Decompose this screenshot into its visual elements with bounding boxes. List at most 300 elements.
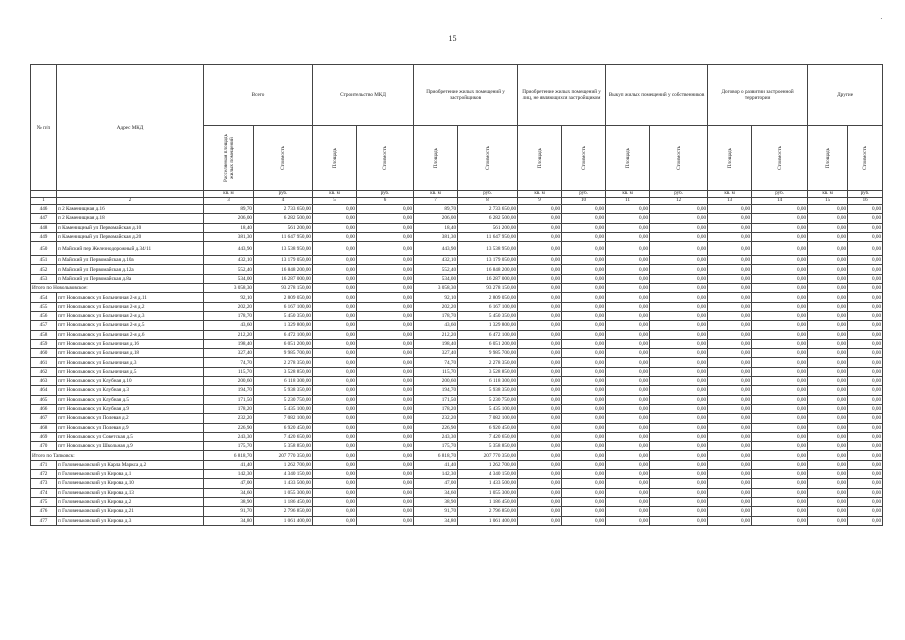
row-number: 469 bbox=[31, 432, 57, 441]
construction-cost: 0,00 bbox=[357, 470, 414, 479]
construction-area: 0,00 bbox=[313, 479, 357, 488]
other-cost: 0,00 bbox=[848, 293, 883, 302]
other-area: 0,00 bbox=[808, 377, 848, 386]
non-developer-area: 0,00 bbox=[518, 223, 562, 232]
header-cost: Стоимость bbox=[484, 146, 491, 170]
construction-cost: 0,00 bbox=[357, 414, 414, 423]
buyout-cost: 0,00 bbox=[650, 349, 708, 358]
construction-cost: 0,00 bbox=[357, 223, 414, 232]
developer-area: 178,70 bbox=[414, 311, 458, 320]
construction-area: 0,00 bbox=[313, 274, 357, 283]
construction-area: 0,00 bbox=[313, 432, 357, 441]
buyout-cost: 0,00 bbox=[650, 451, 708, 460]
buyout-area: 0,00 bbox=[606, 205, 650, 214]
contract-cost: 0,00 bbox=[752, 358, 808, 367]
construction-cost: 0,00 bbox=[357, 423, 414, 432]
total-cost: 2 278 350,00 bbox=[254, 358, 313, 367]
total-area: 243,30 bbox=[204, 432, 254, 441]
total-area: 3 058,30 bbox=[204, 284, 254, 293]
construction-area: 0,00 bbox=[313, 358, 357, 367]
other-cost: 0,00 bbox=[848, 349, 883, 358]
row-address: п Майский ул Первомайская д.8а bbox=[57, 274, 204, 283]
table-row bbox=[31, 507, 883, 516]
developer-cost: 1 329 800,00 bbox=[458, 321, 518, 330]
developer-area: 381,30 bbox=[414, 232, 458, 241]
total-area: 194,70 bbox=[204, 386, 254, 395]
developer-area: 175,70 bbox=[414, 442, 458, 451]
total-cost: 5 450 350,00 bbox=[254, 311, 313, 320]
developer-area: 41,40 bbox=[414, 460, 458, 469]
table-row bbox=[31, 516, 883, 525]
construction-area: 0,00 bbox=[313, 321, 357, 330]
buyout-cost: 0,00 bbox=[650, 302, 708, 311]
non-developer-area: 0,00 bbox=[518, 470, 562, 479]
contract-area: 0,00 bbox=[708, 242, 752, 256]
construction-cost: 0,00 bbox=[357, 339, 414, 348]
buyout-cost: 0,00 bbox=[650, 377, 708, 386]
buyout-cost: 0,00 bbox=[650, 274, 708, 283]
developer-cost: 7 082 100,00 bbox=[458, 414, 518, 423]
other-cost: 0,00 bbox=[848, 242, 883, 256]
other-area: 0,00 bbox=[808, 274, 848, 283]
header-square: Площадь bbox=[536, 147, 543, 169]
table-row bbox=[31, 214, 883, 223]
developer-area: 327,40 bbox=[414, 349, 458, 358]
table-row bbox=[31, 339, 883, 348]
non-developer-area: 0,00 bbox=[518, 321, 562, 330]
developer-cost: 13 538 950,00 bbox=[458, 242, 518, 256]
construction-area: 0,00 bbox=[313, 223, 357, 232]
col-number: 3 bbox=[204, 198, 254, 205]
contract-cost: 0,00 bbox=[752, 349, 808, 358]
buyout-area: 0,00 bbox=[606, 507, 650, 516]
contract-cost: 0,00 bbox=[752, 293, 808, 302]
row-number: 453 bbox=[31, 274, 57, 283]
construction-cost: 0,00 bbox=[357, 442, 414, 451]
total-cost: 6 282 500,00 bbox=[254, 214, 313, 223]
developer-area: 534,00 bbox=[414, 274, 458, 283]
total-cost: 5 358 850,00 bbox=[254, 442, 313, 451]
construction-area: 0,00 bbox=[313, 488, 357, 497]
buyout-area: 0,00 bbox=[606, 321, 650, 330]
construction-area: 0,00 bbox=[313, 349, 357, 358]
other-area: 0,00 bbox=[808, 386, 848, 395]
developer-area: 47,00 bbox=[414, 479, 458, 488]
buyout-area: 0,00 bbox=[606, 330, 650, 339]
buyout-area: 0,00 bbox=[606, 395, 650, 404]
buyout-cost: 0,00 bbox=[650, 423, 708, 432]
row-number: 456 bbox=[31, 311, 57, 320]
other-cost: 0,00 bbox=[848, 339, 883, 348]
construction-cost: 0,00 bbox=[357, 330, 414, 339]
row-number: 465 bbox=[31, 395, 57, 404]
contract-cost: 0,00 bbox=[752, 460, 808, 469]
other-cost: 0,00 bbox=[848, 516, 883, 525]
row-number: 474 bbox=[31, 488, 57, 497]
developer-cost: 5 230 750,00 bbox=[458, 395, 518, 404]
developer-cost: 5 938 350,00 bbox=[458, 386, 518, 395]
construction-cost: 0,00 bbox=[357, 367, 414, 376]
total-area: 171,50 bbox=[204, 395, 254, 404]
contract-cost: 0,00 bbox=[752, 284, 808, 293]
row-number: 472 bbox=[31, 470, 57, 479]
table-row bbox=[31, 367, 883, 376]
units-row bbox=[31, 191, 883, 198]
row-address: пгт Новольвовск ул Больничная д.18 bbox=[57, 349, 204, 358]
row-address: п Головеньковский ул Кирова д.3 bbox=[57, 516, 204, 525]
non-developer-cost: 0,00 bbox=[562, 404, 606, 413]
col-number: 15 bbox=[808, 198, 848, 205]
non-developer-cost: 0,00 bbox=[562, 451, 606, 460]
construction-cost: 0,00 bbox=[357, 377, 414, 386]
table-row bbox=[31, 256, 883, 265]
other-cost: 0,00 bbox=[848, 451, 883, 460]
non-developer-area: 0,00 bbox=[518, 497, 562, 506]
row-address: пгт Новольвовск ул Клубная д.10 bbox=[57, 377, 204, 386]
other-cost: 0,00 bbox=[848, 507, 883, 516]
non-developer-area: 0,00 bbox=[518, 377, 562, 386]
non-developer-cost: 0,00 bbox=[562, 321, 606, 330]
unit-cell: руб. bbox=[357, 191, 414, 198]
total-cost: 9 985 700,00 bbox=[254, 349, 313, 358]
row-number: 459 bbox=[31, 339, 57, 348]
developer-area: 74,70 bbox=[414, 358, 458, 367]
non-developer-area: 0,00 bbox=[518, 451, 562, 460]
total-cost: 6 051 200,00 bbox=[254, 339, 313, 348]
header-cost: Стоимость bbox=[776, 146, 783, 170]
table-row bbox=[31, 377, 883, 386]
non-developer-cost: 0,00 bbox=[562, 395, 606, 404]
developer-cost: 4 340 150,00 bbox=[458, 470, 518, 479]
non-developer-cost: 0,00 bbox=[562, 265, 606, 274]
buyout-area: 0,00 bbox=[606, 479, 650, 488]
total-cost: 13 538 950,00 bbox=[254, 242, 313, 256]
other-cost: 0,00 bbox=[848, 377, 883, 386]
table-row bbox=[31, 442, 883, 451]
non-developer-cost: 0,00 bbox=[562, 349, 606, 358]
subtotal-label: Итого по Новольвовское: bbox=[31, 284, 204, 293]
contract-cost: 0,00 bbox=[752, 256, 808, 265]
unit-cell: руб. bbox=[650, 191, 708, 198]
total-area: 89,70 bbox=[204, 205, 254, 214]
non-developer-area: 0,00 bbox=[518, 442, 562, 451]
buyout-cost: 0,00 bbox=[650, 232, 708, 241]
developer-cost: 11 647 950,00 bbox=[458, 232, 518, 241]
buyout-area: 0,00 bbox=[606, 311, 650, 320]
total-area: 142,30 bbox=[204, 470, 254, 479]
contract-area: 0,00 bbox=[708, 423, 752, 432]
construction-cost: 0,00 bbox=[357, 302, 414, 311]
buyout-area: 0,00 bbox=[606, 451, 650, 460]
total-area: 198,40 bbox=[204, 339, 254, 348]
non-developer-cost: 0,00 bbox=[562, 367, 606, 376]
contract-area: 0,00 bbox=[708, 349, 752, 358]
row-number: 467 bbox=[31, 414, 57, 423]
other-area: 0,00 bbox=[808, 293, 848, 302]
contract-cost: 0,00 bbox=[752, 311, 808, 320]
construction-cost: 0,00 bbox=[357, 274, 414, 283]
table-row bbox=[31, 432, 883, 441]
construction-area: 0,00 bbox=[313, 293, 357, 302]
total-area: 226,90 bbox=[204, 423, 254, 432]
row-address: пгт Новольвовск ул Школьная д.9 bbox=[57, 442, 204, 451]
contract-cost: 0,00 bbox=[752, 367, 808, 376]
table-row bbox=[31, 349, 883, 358]
developer-cost: 5 450 350,00 bbox=[458, 311, 518, 320]
other-area: 0,00 bbox=[808, 423, 848, 432]
other-area: 0,00 bbox=[808, 214, 848, 223]
contract-cost: 0,00 bbox=[752, 274, 808, 283]
header-group-total: Всего bbox=[204, 65, 313, 126]
non-developer-area: 0,00 bbox=[518, 256, 562, 265]
buyout-cost: 0,00 bbox=[650, 414, 708, 423]
contract-cost: 0,00 bbox=[752, 404, 808, 413]
row-number: 473 bbox=[31, 479, 57, 488]
other-area: 0,00 bbox=[808, 265, 848, 274]
contract-cost: 0,00 bbox=[752, 423, 808, 432]
row-address: п Головеньковский ул Кирова д.13 bbox=[57, 488, 204, 497]
construction-area: 0,00 bbox=[313, 507, 357, 516]
total-area: 38,90 bbox=[204, 497, 254, 506]
buyout-cost: 0,00 bbox=[650, 516, 708, 525]
col-number: 6 bbox=[357, 198, 414, 205]
non-developer-cost: 0,00 bbox=[562, 311, 606, 320]
table-row bbox=[31, 232, 883, 241]
row-number: 451 bbox=[31, 256, 57, 265]
total-area: 232,20 bbox=[204, 414, 254, 423]
non-developer-area: 0,00 bbox=[518, 330, 562, 339]
developer-area: 91,70 bbox=[414, 507, 458, 516]
unit-cell: кв. м bbox=[518, 191, 562, 198]
other-cost: 0,00 bbox=[848, 223, 883, 232]
buyout-cost: 0,00 bbox=[650, 339, 708, 348]
non-developer-area: 0,00 bbox=[518, 242, 562, 256]
buyout-cost: 0,00 bbox=[650, 293, 708, 302]
page-number: 15 bbox=[448, 34, 457, 43]
non-developer-cost: 0,00 bbox=[562, 242, 606, 256]
contract-area: 0,00 bbox=[708, 293, 752, 302]
developer-area: 92,10 bbox=[414, 293, 458, 302]
non-developer-cost: 0,00 bbox=[562, 330, 606, 339]
buyout-cost: 0,00 bbox=[650, 404, 708, 413]
buyout-area: 0,00 bbox=[606, 442, 650, 451]
contract-cost: 0,00 bbox=[752, 442, 808, 451]
buyout-area: 0,00 bbox=[606, 497, 650, 506]
construction-area: 0,00 bbox=[313, 414, 357, 423]
contract-area: 0,00 bbox=[708, 386, 752, 395]
other-area: 0,00 bbox=[808, 367, 848, 376]
total-area: 327,40 bbox=[204, 349, 254, 358]
row-address: п 2 Каменищная д.16 bbox=[57, 205, 204, 214]
total-cost: 5 435 100,00 bbox=[254, 404, 313, 413]
total-cost: 13 179 050,00 bbox=[254, 256, 313, 265]
total-cost: 16 287 000,00 bbox=[254, 274, 313, 283]
contract-cost: 0,00 bbox=[752, 470, 808, 479]
row-address: пгт Новольвовск ул Клубная д.5 bbox=[57, 395, 204, 404]
construction-cost: 0,00 bbox=[357, 395, 414, 404]
other-cost: 0,00 bbox=[848, 284, 883, 293]
total-area: 178,70 bbox=[204, 311, 254, 320]
other-area: 0,00 bbox=[808, 488, 848, 497]
other-cost: 0,00 bbox=[848, 432, 883, 441]
total-area: 202,20 bbox=[204, 302, 254, 311]
contract-area: 0,00 bbox=[708, 488, 752, 497]
contract-cost: 0,00 bbox=[752, 414, 808, 423]
contract-area: 0,00 bbox=[708, 284, 752, 293]
non-developer-cost: 0,00 bbox=[562, 386, 606, 395]
contract-area: 0,00 bbox=[708, 377, 752, 386]
column-numbers-row bbox=[31, 198, 883, 205]
developer-cost: 2 733 650,00 bbox=[458, 205, 518, 214]
row-address: п Майский ул Первомайская д.12а bbox=[57, 265, 204, 274]
buyout-cost: 0,00 bbox=[650, 256, 708, 265]
developer-area: 212,20 bbox=[414, 330, 458, 339]
construction-cost: 0,00 bbox=[357, 256, 414, 265]
row-number: 449 bbox=[31, 232, 57, 241]
other-area: 0,00 bbox=[808, 330, 848, 339]
construction-cost: 0,00 bbox=[357, 214, 414, 223]
other-cost: 0,00 bbox=[848, 367, 883, 376]
table-row bbox=[31, 321, 883, 330]
total-cost: 2 733 650,00 bbox=[254, 205, 313, 214]
unit-cell: кв. м bbox=[313, 191, 357, 198]
non-developer-area: 0,00 bbox=[518, 414, 562, 423]
developer-cost: 16 848 200,00 bbox=[458, 265, 518, 274]
buyout-cost: 0,00 bbox=[650, 321, 708, 330]
developer-area: 232,20 bbox=[414, 414, 458, 423]
contract-cost: 0,00 bbox=[752, 339, 808, 348]
non-developer-cost: 0,00 bbox=[562, 414, 606, 423]
non-developer-cost: 0,00 bbox=[562, 274, 606, 283]
developer-cost: 6 282 500,00 bbox=[458, 214, 518, 223]
developer-area: 89,70 bbox=[414, 205, 458, 214]
col-number: 8 bbox=[458, 198, 518, 205]
table-row bbox=[31, 265, 883, 274]
other-cost: 0,00 bbox=[848, 479, 883, 488]
developer-cost: 13 179 050,00 bbox=[458, 256, 518, 265]
construction-area: 0,00 bbox=[313, 367, 357, 376]
other-area: 0,00 bbox=[808, 284, 848, 293]
non-developer-cost: 0,00 bbox=[562, 479, 606, 488]
construction-cost: 0,00 bbox=[357, 321, 414, 330]
other-area: 0,00 bbox=[808, 516, 848, 525]
developer-cost: 3 528 850,00 bbox=[458, 367, 518, 376]
row-number: 476 bbox=[31, 507, 57, 516]
contract-area: 0,00 bbox=[708, 265, 752, 274]
contract-cost: 0,00 bbox=[752, 497, 808, 506]
other-cost: 0,00 bbox=[848, 442, 883, 451]
construction-cost: 0,00 bbox=[357, 284, 414, 293]
developer-area: 38,90 bbox=[414, 497, 458, 506]
total-area: 92,10 bbox=[204, 293, 254, 302]
developer-area: 18,40 bbox=[414, 223, 458, 232]
total-cost: 6 920 450,00 bbox=[254, 423, 313, 432]
non-developer-area: 0,00 bbox=[518, 302, 562, 311]
subtotal-row bbox=[31, 284, 883, 293]
non-developer-cost: 0,00 bbox=[562, 497, 606, 506]
contract-cost: 0,00 bbox=[752, 205, 808, 214]
other-area: 0,00 bbox=[808, 507, 848, 516]
contract-area: 0,00 bbox=[708, 451, 752, 460]
developer-cost: 5 358 850,00 bbox=[458, 442, 518, 451]
developer-area: 200,60 bbox=[414, 377, 458, 386]
row-number: 454 bbox=[31, 293, 57, 302]
total-area: 534,00 bbox=[204, 274, 254, 283]
developer-cost: 16 287 000,00 bbox=[458, 274, 518, 283]
other-area: 0,00 bbox=[808, 395, 848, 404]
contract-area: 0,00 bbox=[708, 302, 752, 311]
unit-cell: руб. bbox=[562, 191, 606, 198]
row-address: пгт Новольвовск ул Больничная 2-я д.2 bbox=[57, 302, 204, 311]
col-number: 9 bbox=[518, 198, 562, 205]
col-number: 10 bbox=[562, 198, 606, 205]
buyout-cost: 0,00 bbox=[650, 311, 708, 320]
row-address: п Майский ул Первомайская д.10а bbox=[57, 256, 204, 265]
non-developer-cost: 0,00 bbox=[562, 256, 606, 265]
buyout-area: 0,00 bbox=[606, 232, 650, 241]
non-developer-area: 0,00 bbox=[518, 395, 562, 404]
construction-area: 0,00 bbox=[313, 265, 357, 274]
other-cost: 0,00 bbox=[848, 404, 883, 413]
total-cost: 1 055 300,00 bbox=[254, 488, 313, 497]
header-area: Расселяемая площадь жилых помещений bbox=[222, 134, 235, 182]
other-cost: 0,00 bbox=[848, 311, 883, 320]
table-row bbox=[31, 302, 883, 311]
buyout-area: 0,00 bbox=[606, 223, 650, 232]
table-row bbox=[31, 404, 883, 413]
construction-area: 0,00 bbox=[313, 395, 357, 404]
buyout-area: 0,00 bbox=[606, 256, 650, 265]
buyout-area: 0,00 bbox=[606, 284, 650, 293]
developer-cost: 1 055 300,00 bbox=[458, 488, 518, 497]
contract-area: 0,00 bbox=[708, 330, 752, 339]
buyout-cost: 0,00 bbox=[650, 284, 708, 293]
construction-cost: 0,00 bbox=[357, 358, 414, 367]
table-row bbox=[31, 497, 883, 506]
total-cost: 93 278 150,00 bbox=[254, 284, 313, 293]
resettlement-table bbox=[30, 64, 883, 526]
total-cost: 207 770 350,00 bbox=[254, 451, 313, 460]
construction-area: 0,00 bbox=[313, 386, 357, 395]
unit-cell: руб. bbox=[254, 191, 313, 198]
construction-cost: 0,00 bbox=[357, 386, 414, 395]
non-developer-area: 0,00 bbox=[518, 274, 562, 283]
construction-cost: 0,00 bbox=[357, 460, 414, 469]
buyout-cost: 0,00 bbox=[650, 497, 708, 506]
total-cost: 5 938 350,00 bbox=[254, 386, 313, 395]
other-cost: 0,00 bbox=[848, 256, 883, 265]
contract-cost: 0,00 bbox=[752, 330, 808, 339]
contract-area: 0,00 bbox=[708, 256, 752, 265]
other-area: 0,00 bbox=[808, 442, 848, 451]
buyout-cost: 0,00 bbox=[650, 330, 708, 339]
contract-area: 0,00 bbox=[708, 404, 752, 413]
non-developer-cost: 0,00 bbox=[562, 302, 606, 311]
unit-cell: кв. м bbox=[414, 191, 458, 198]
buyout-area: 0,00 bbox=[606, 242, 650, 256]
total-area: 34,60 bbox=[204, 488, 254, 497]
row-number: 448 bbox=[31, 223, 57, 232]
buyout-cost: 0,00 bbox=[650, 223, 708, 232]
developer-area: 194,70 bbox=[414, 386, 458, 395]
buyout-area: 0,00 bbox=[606, 293, 650, 302]
buyout-cost: 0,00 bbox=[650, 367, 708, 376]
header-square: Площадь bbox=[432, 147, 439, 169]
contract-area: 0,00 bbox=[708, 414, 752, 423]
non-developer-area: 0,00 bbox=[518, 479, 562, 488]
header-group-construction: Строительство МКД bbox=[313, 65, 414, 126]
row-address: пгт Новольвовск ул Советская д.5 bbox=[57, 432, 204, 441]
